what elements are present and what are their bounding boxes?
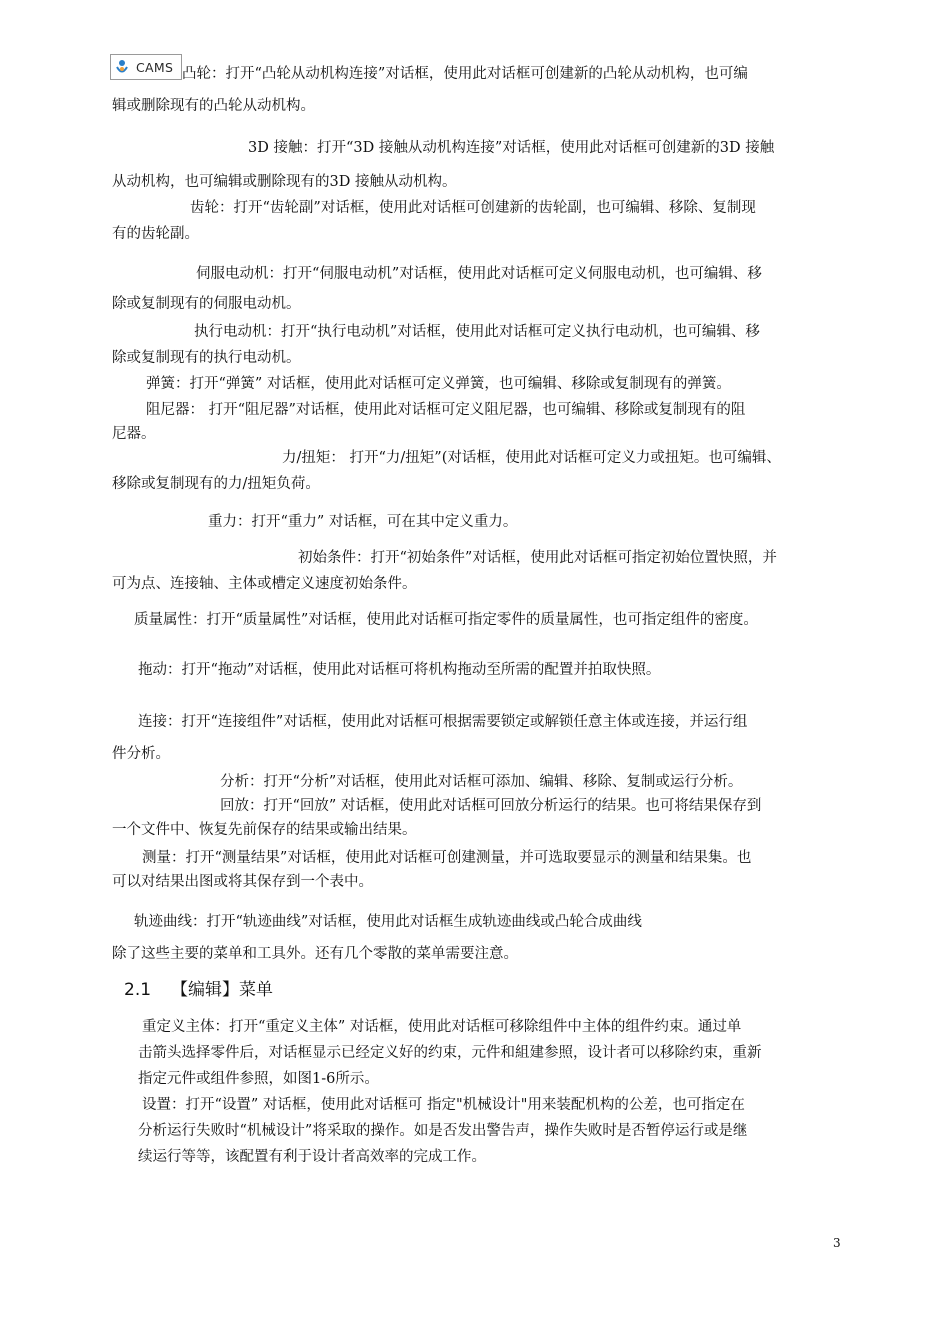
line: 测量：打开“测量结果”对话框，使用此对话框可创建测量，并可选取要显示的测量和结果集。也 [142, 850, 752, 866]
paragraph-cam [182, 60, 872, 88]
line: 分析：打开“分析”对话框，使用此对话框可添加、编辑、移除、复制或运行分析。 [220, 774, 743, 790]
paragraph-drag [138, 656, 660, 684]
paragraph-servo-motor-cont [112, 290, 301, 318]
line: 轨迹曲线：打开“轨迹曲线”对话框，使用此对话框生成轨迹曲线或凸轮合成曲线 [134, 914, 642, 930]
cams-logo-icon [114, 58, 130, 76]
paragraph-redefine-body [142, 1014, 741, 1040]
line: 执行电动机：打开“执行电动机”对话框，使用此对话框可定义执行电动机，也可编辑、移 [194, 324, 760, 340]
paragraph-redefine-body-cont [138, 1040, 762, 1092]
section-heading [124, 978, 273, 1002]
paragraph-gear [190, 194, 756, 222]
line: 质量属性：打开“质量属性”对话框，使用此对话框可指定零件的质量属性，也可指定组件的密度。 [134, 612, 758, 628]
line: 重定义主体：打开“重定义主体” 对话框，使用此对话框可移除组件中主体的组件约束。通过单 [142, 1019, 742, 1035]
line: 移除或复制现有的力/扭矩负荷。 [112, 476, 320, 492]
line: 尼器。 [112, 426, 156, 442]
paragraph-spring [146, 370, 731, 398]
line: 重力：打开“重力” 对话框，可在其中定义重力。 [208, 514, 518, 530]
paragraph-connect-cont [112, 740, 170, 768]
section-title: 【编辑】菜单 [171, 980, 274, 1000]
line: 击箭头选择零件后，对话框显示已经定义好的约束，元件和組建参照，设计者可以移除约束，重新 [138, 1045, 762, 1061]
paragraph-trace-curve [134, 908, 642, 936]
paragraph-servo-motor [196, 260, 762, 288]
line: 除或复制现有的执行电动机。 [112, 350, 301, 366]
paragraph-gear-cont [112, 220, 199, 248]
line: 可以对结果出图或将其保存到一个表中。 [112, 874, 373, 890]
paragraph-settings [142, 1092, 745, 1118]
line: 弹簧：打开“弹簧” 对话框，使用此对话框可定义弹簧，也可编辑、移除或复制现有的弹簧。 [146, 376, 731, 392]
line: 除了这些主要的菜单和工具外。还有几个零散的菜单需要注意。 [112, 946, 518, 962]
paragraph-3d-contact [248, 134, 774, 162]
paragraph-force-motor [194, 318, 760, 346]
paragraph-settings-cont [138, 1118, 747, 1170]
paragraph-force-motor-cont [112, 344, 301, 372]
paragraph-3d-contact-cont [112, 168, 456, 196]
paragraph-gravity [208, 508, 517, 536]
line: 回放：打开“回放” 对话框，使用此对话框可回放分析运行的结果。也可将结果保存到 [220, 798, 762, 814]
paragraph-connect [138, 708, 747, 736]
line: 伺服电动机：打开“伺服电动机”对话框，使用此对话框可定义伺服电动机，也可编辑、移 [196, 266, 762, 282]
line: 分析运行失败时“机械设计”将采取的操作。如是否发出警告声，操作失败时是否暂停运行或是继 [138, 1123, 748, 1139]
line: 凸轮：打开“凸轮从动机构连接”对话框，使用此对话框可创建新的凸轮从动机构，也可编 [182, 66, 748, 82]
line: 力/扭矩： 打开“力/扭矩”(对话框，使用此对话框可定义力或扭矩。也可编辑、 [282, 450, 781, 466]
line: 3D 接触：打开“3D 接触从动机构连接”对话框，使用此对话框可创建新的3D 接触 [248, 140, 775, 156]
line: 连接：打开“连接组件”对话框，使用此对话框可根据需要锁定或解锁任意主体或连接，并运行组 [138, 714, 748, 730]
line: 阻尼器： 打开“阻尼器”对话框，使用此对话框可定义阻尼器，也可编辑、移除或复制现有的阻 [146, 402, 746, 418]
paragraph-summary [112, 940, 518, 968]
paragraph-initial-conditions-cont [112, 570, 417, 598]
line: 指定元件或组件参照，如图1-6所示。 [138, 1071, 379, 1087]
paragraph-mass-properties [134, 606, 758, 634]
paragraph-damper-cont [112, 420, 156, 448]
line: 齿轮：打开“齿轮副”对话框，使用此对话框可创建新的齿轮副，也可编辑、移除、复制现 [190, 200, 756, 216]
line: 续运行等等，该配置有利于设计者高效率的完成工作。 [138, 1149, 486, 1165]
line: 可为点、连接轴、主体或槽定义速度初始条件。 [112, 576, 417, 592]
paragraph-force-torque-cont [112, 470, 320, 498]
cams-logo [110, 54, 182, 80]
line: 设置：打开“设置” 对话框，使用此对话框可 指定"机械设计"用来装配机构的公差，也可指定在 [142, 1097, 745, 1113]
paragraph-initial-conditions [298, 544, 777, 572]
logo-text: CAMS [136, 59, 174, 75]
line: 件分析。 [112, 746, 170, 762]
section-number: 2.1 [124, 980, 152, 1000]
line: 拖动：打开“拖动”对话框，使用此对话框可将机构拖动至所需的配置并拍取快照。 [138, 662, 661, 678]
paragraph-damper [146, 396, 745, 424]
paragraph-force-torque [282, 444, 781, 472]
line: 初始条件：打开“初始条件”对话框，使用此对话框可指定初始位置快照，并 [298, 550, 777, 566]
line: 辑或删除现有的凸轮从动机构。 [112, 98, 315, 114]
line: 除或复制现有的伺服电动机。 [112, 296, 301, 312]
paragraph-cam-cont [112, 92, 315, 120]
paragraph-measure-cont [112, 868, 373, 896]
line: 从动机构，也可编辑或删除现有的3D 接触从动机构。 [112, 174, 457, 190]
paragraph-playback-cont [112, 816, 417, 844]
line: 有的齿轮副。 [112, 226, 199, 242]
page-number: 3 [833, 1236, 841, 1250]
line: 一个文件中、恢复先前保存的结果或输出结果。 [112, 822, 417, 838]
